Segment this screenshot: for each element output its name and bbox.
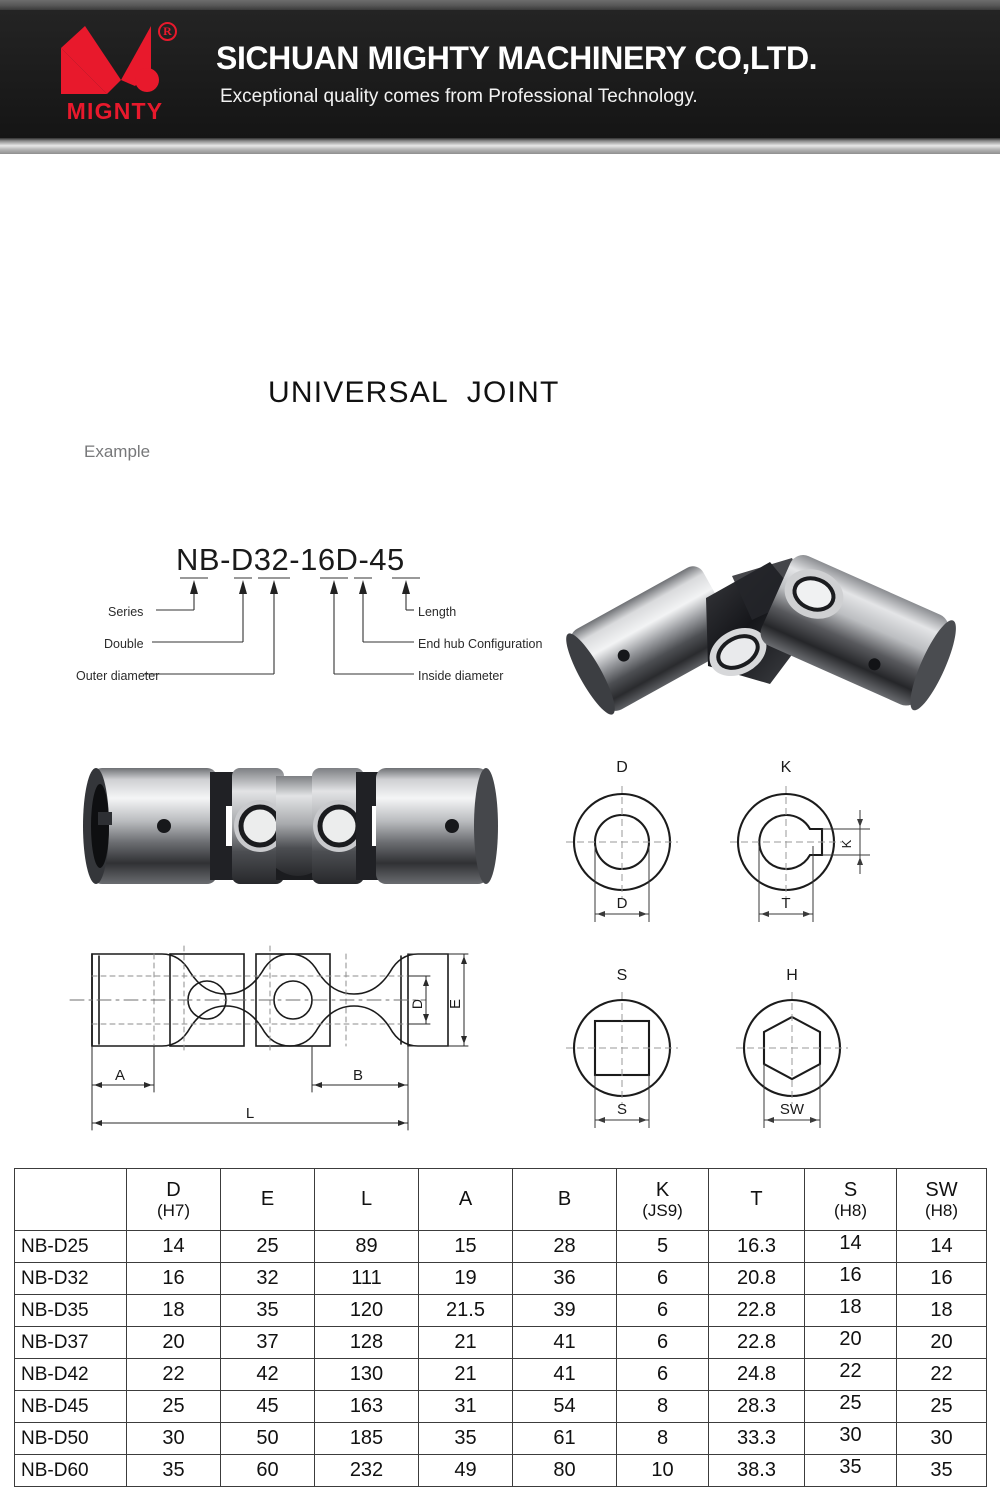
table-row [15, 1295, 987, 1327]
table-row [15, 1231, 987, 1263]
cell-l: 128 [315, 1327, 419, 1359]
cell-a: 19 [419, 1263, 513, 1295]
cell-e: 45 [221, 1391, 315, 1423]
company-header-banner [0, 10, 1000, 138]
cell-d: 22 [127, 1359, 221, 1391]
table-row [15, 1423, 987, 1455]
column-header-a: A [419, 1169, 513, 1231]
column-header-b: B [513, 1169, 617, 1231]
svg-text:L: L [245, 1105, 255, 1122]
cell-a: 35 [419, 1423, 513, 1455]
callout-series: Series [108, 605, 144, 619]
table-row [15, 1455, 987, 1487]
cell-s: 18 [805, 1295, 897, 1327]
cell-d: 30 [127, 1423, 221, 1455]
column-header-e: E [221, 1169, 315, 1231]
column-header-s: S (H8) [805, 1169, 897, 1231]
cell-l: 120 [315, 1295, 419, 1327]
svg-text:S: S [616, 1101, 628, 1118]
cell-model: NB-D25 [15, 1231, 127, 1263]
cell-e: 37 [221, 1327, 315, 1359]
cell-d: 25 [127, 1391, 221, 1423]
cell-k: 8 [617, 1391, 709, 1423]
callout-double: Double [104, 637, 144, 651]
cell-sw: 18 [897, 1295, 987, 1327]
column-header-sw: SW (H8) [897, 1169, 987, 1231]
part-number-code: NB-D32-16D-45 [176, 542, 405, 577]
cell-k: 6 [617, 1359, 709, 1391]
cell-sw: 30 [897, 1423, 987, 1455]
svg-text:B: B [352, 1067, 364, 1084]
cell-a: 15 [419, 1231, 513, 1263]
cell-k: 6 [617, 1327, 709, 1359]
cell-b: 28 [513, 1231, 617, 1263]
cell-b: 80 [513, 1455, 617, 1487]
cell-e: 35 [221, 1295, 315, 1327]
cell-model: NB-D42 [15, 1359, 127, 1391]
registered-trademark-icon: R [158, 22, 177, 41]
cell-b: 36 [513, 1263, 617, 1295]
cell-e: 25 [221, 1231, 315, 1263]
cell-s: 35 [805, 1455, 897, 1487]
cell-t: 33.3 [709, 1423, 805, 1455]
table-row [15, 1327, 987, 1359]
bore-section-title: K [780, 759, 792, 776]
cell-b: 54 [513, 1391, 617, 1423]
cell-k: 6 [617, 1263, 709, 1295]
svg-text:D: D [409, 998, 425, 1010]
cell-model: NB-D50 [15, 1423, 127, 1455]
cell-t: 22.8 [709, 1327, 805, 1359]
column-header-l: L [315, 1169, 419, 1231]
example-label: Example [84, 442, 151, 461]
cell-d: 16 [127, 1263, 221, 1295]
column-header-d: D (H7) [127, 1169, 221, 1231]
table-header-row [15, 1169, 987, 1231]
cell-a: 21.5 [419, 1295, 513, 1327]
cell-t: 28.3 [709, 1391, 805, 1423]
bore-section-title: H [786, 967, 798, 984]
callout-length: Length [418, 605, 457, 619]
cell-b: 39 [513, 1295, 617, 1327]
svg-text:K: K [839, 839, 854, 849]
cell-s: 14 [805, 1231, 897, 1263]
table-row [15, 1263, 987, 1295]
svg-text:T: T [781, 895, 791, 912]
svg-text:D: D [616, 895, 628, 912]
universal-joint-straight-photo [80, 750, 500, 915]
column-header-t: T [709, 1169, 805, 1231]
table-row [15, 1359, 987, 1391]
callout-end-hub-configuration: End hub Configuration [418, 637, 543, 651]
cell-l: 232 [315, 1455, 419, 1487]
company-logo [40, 24, 190, 125]
cell-model: NB-D35 [15, 1295, 127, 1327]
company-name: SICHUAN MIGHTY MACHINERY CO,LTD. [216, 40, 818, 76]
cell-l: 185 [315, 1423, 419, 1455]
cell-a: 21 [419, 1359, 513, 1391]
company-slogan: Exceptional quality comes from Professional Technology. [220, 86, 698, 107]
bore-section-title: S [616, 967, 628, 984]
cell-t: 24.8 [709, 1359, 805, 1391]
table-body [15, 1231, 987, 1487]
universal-joint-angled-photo [556, 502, 986, 732]
banner-top-strip [0, 0, 1000, 10]
cell-s: 30 [805, 1423, 897, 1455]
cell-a: 21 [419, 1327, 513, 1359]
banner-metallic-strip [0, 138, 1000, 154]
cell-l: 89 [315, 1231, 419, 1263]
cell-model: NB-D45 [15, 1391, 127, 1423]
bore-section-keyway [710, 754, 895, 939]
cell-d: 20 [127, 1327, 221, 1359]
cell-sw: 16 [897, 1263, 987, 1295]
cell-s: 20 [805, 1327, 897, 1359]
logo-wordmark: MIGNTY [66, 97, 164, 124]
cell-model: NB-D32 [15, 1263, 127, 1295]
cell-d: 14 [127, 1231, 221, 1263]
svg-text:A: A [114, 1067, 126, 1084]
cell-t: 22.8 [709, 1295, 805, 1327]
bore-section-round [540, 754, 710, 939]
callout-outer-diameter: Outer diameter [76, 669, 160, 683]
column-header-k: K (JS9) [617, 1169, 709, 1231]
main-section-drawing [66, 940, 516, 1145]
cell-s: 16 [805, 1263, 897, 1295]
cell-s: 25 [805, 1391, 897, 1423]
cell-sw: 14 [897, 1231, 987, 1263]
cell-sw: 22 [897, 1359, 987, 1391]
cell-l: 111 [315, 1263, 419, 1295]
cell-model: NB-D60 [15, 1455, 127, 1487]
cell-d: 18 [127, 1295, 221, 1327]
cell-k: 10 [617, 1455, 709, 1487]
page-title: UNIVERSAL JOINT [268, 376, 560, 409]
part-number-breakdown [76, 542, 560, 692]
cell-b: 61 [513, 1423, 617, 1455]
header-text-block [216, 40, 817, 108]
cell-l: 163 [315, 1391, 419, 1423]
bore-section-hex [710, 962, 895, 1142]
cell-k: 8 [617, 1423, 709, 1455]
cell-e: 50 [221, 1423, 315, 1455]
column-header-model [15, 1169, 127, 1231]
cell-l: 130 [315, 1359, 419, 1391]
cell-a: 49 [419, 1455, 513, 1487]
bore-section-square [540, 962, 710, 1142]
cell-d: 35 [127, 1455, 221, 1487]
bore-section-title: D [616, 759, 628, 776]
specification-table [14, 1168, 987, 1487]
cell-sw: 25 [897, 1391, 987, 1423]
cell-k: 5 [617, 1231, 709, 1263]
cell-t: 20.8 [709, 1263, 805, 1295]
table-row [15, 1391, 987, 1423]
cell-b: 41 [513, 1327, 617, 1359]
cell-b: 41 [513, 1359, 617, 1391]
cell-t: 16.3 [709, 1231, 805, 1263]
cell-model: NB-D37 [15, 1327, 127, 1359]
cell-sw: 35 [897, 1455, 987, 1487]
cell-s: 22 [805, 1359, 897, 1391]
datasheet-body [0, 154, 1000, 1481]
cell-t: 38.3 [709, 1455, 805, 1487]
cell-k: 6 [617, 1295, 709, 1327]
svg-text:SW: SW [779, 1101, 805, 1118]
svg-text:E: E [447, 998, 464, 1010]
callout-inside-diameter: Inside diameter [418, 669, 504, 683]
cell-e: 42 [221, 1359, 315, 1391]
cell-e: 32 [221, 1263, 315, 1295]
mighty-m-logo-icon [59, 24, 171, 96]
cell-sw: 20 [897, 1327, 987, 1359]
cell-a: 31 [419, 1391, 513, 1423]
cell-e: 60 [221, 1455, 315, 1487]
